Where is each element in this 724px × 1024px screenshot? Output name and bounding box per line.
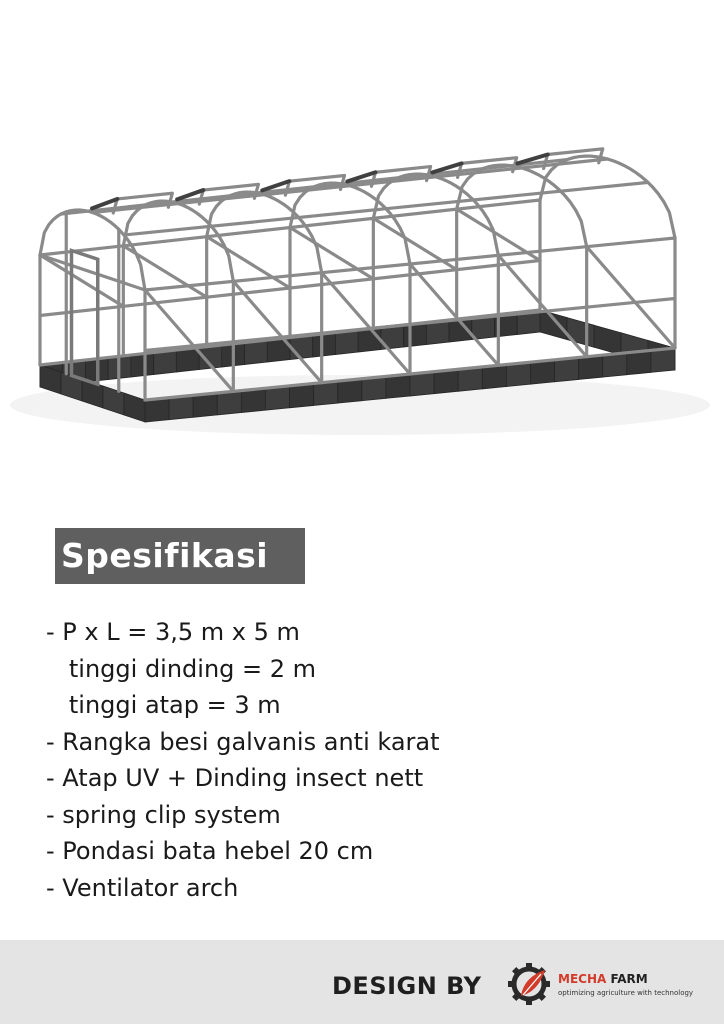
spec-item: - Atap UV + Dinding insect nett [46,764,424,792]
brand-tagline: optimizing agriculture with technology [558,989,694,997]
brand-name-farm: FARM [610,972,648,986]
greenhouse-frame-illustration [0,0,724,500]
brand-name [558,972,648,986]
design-by-label: DESIGN BY [332,972,482,1000]
spec-item: tinggi dinding = 2 m [46,654,317,683]
spec-title: Spesifikasi [55,528,305,584]
spec-item: - P x L = 3,5 m x 5 m [46,618,300,646]
gear-leaf-logo-icon [507,962,551,1006]
spec-item: - spring clip system [46,800,281,829]
spec-item: - Ventilator arch [46,873,239,902]
spec-item: - Pondasi bata hebel 20 cm [46,837,374,865]
spec-item: tinggi atap = 3 m [46,691,281,719]
brand-name-mecha: MECHA [558,972,611,986]
footer-bar [0,940,724,1024]
spec-item: - Rangka besi galvanis anti karat [46,727,440,756]
spec-list [46,614,706,906]
